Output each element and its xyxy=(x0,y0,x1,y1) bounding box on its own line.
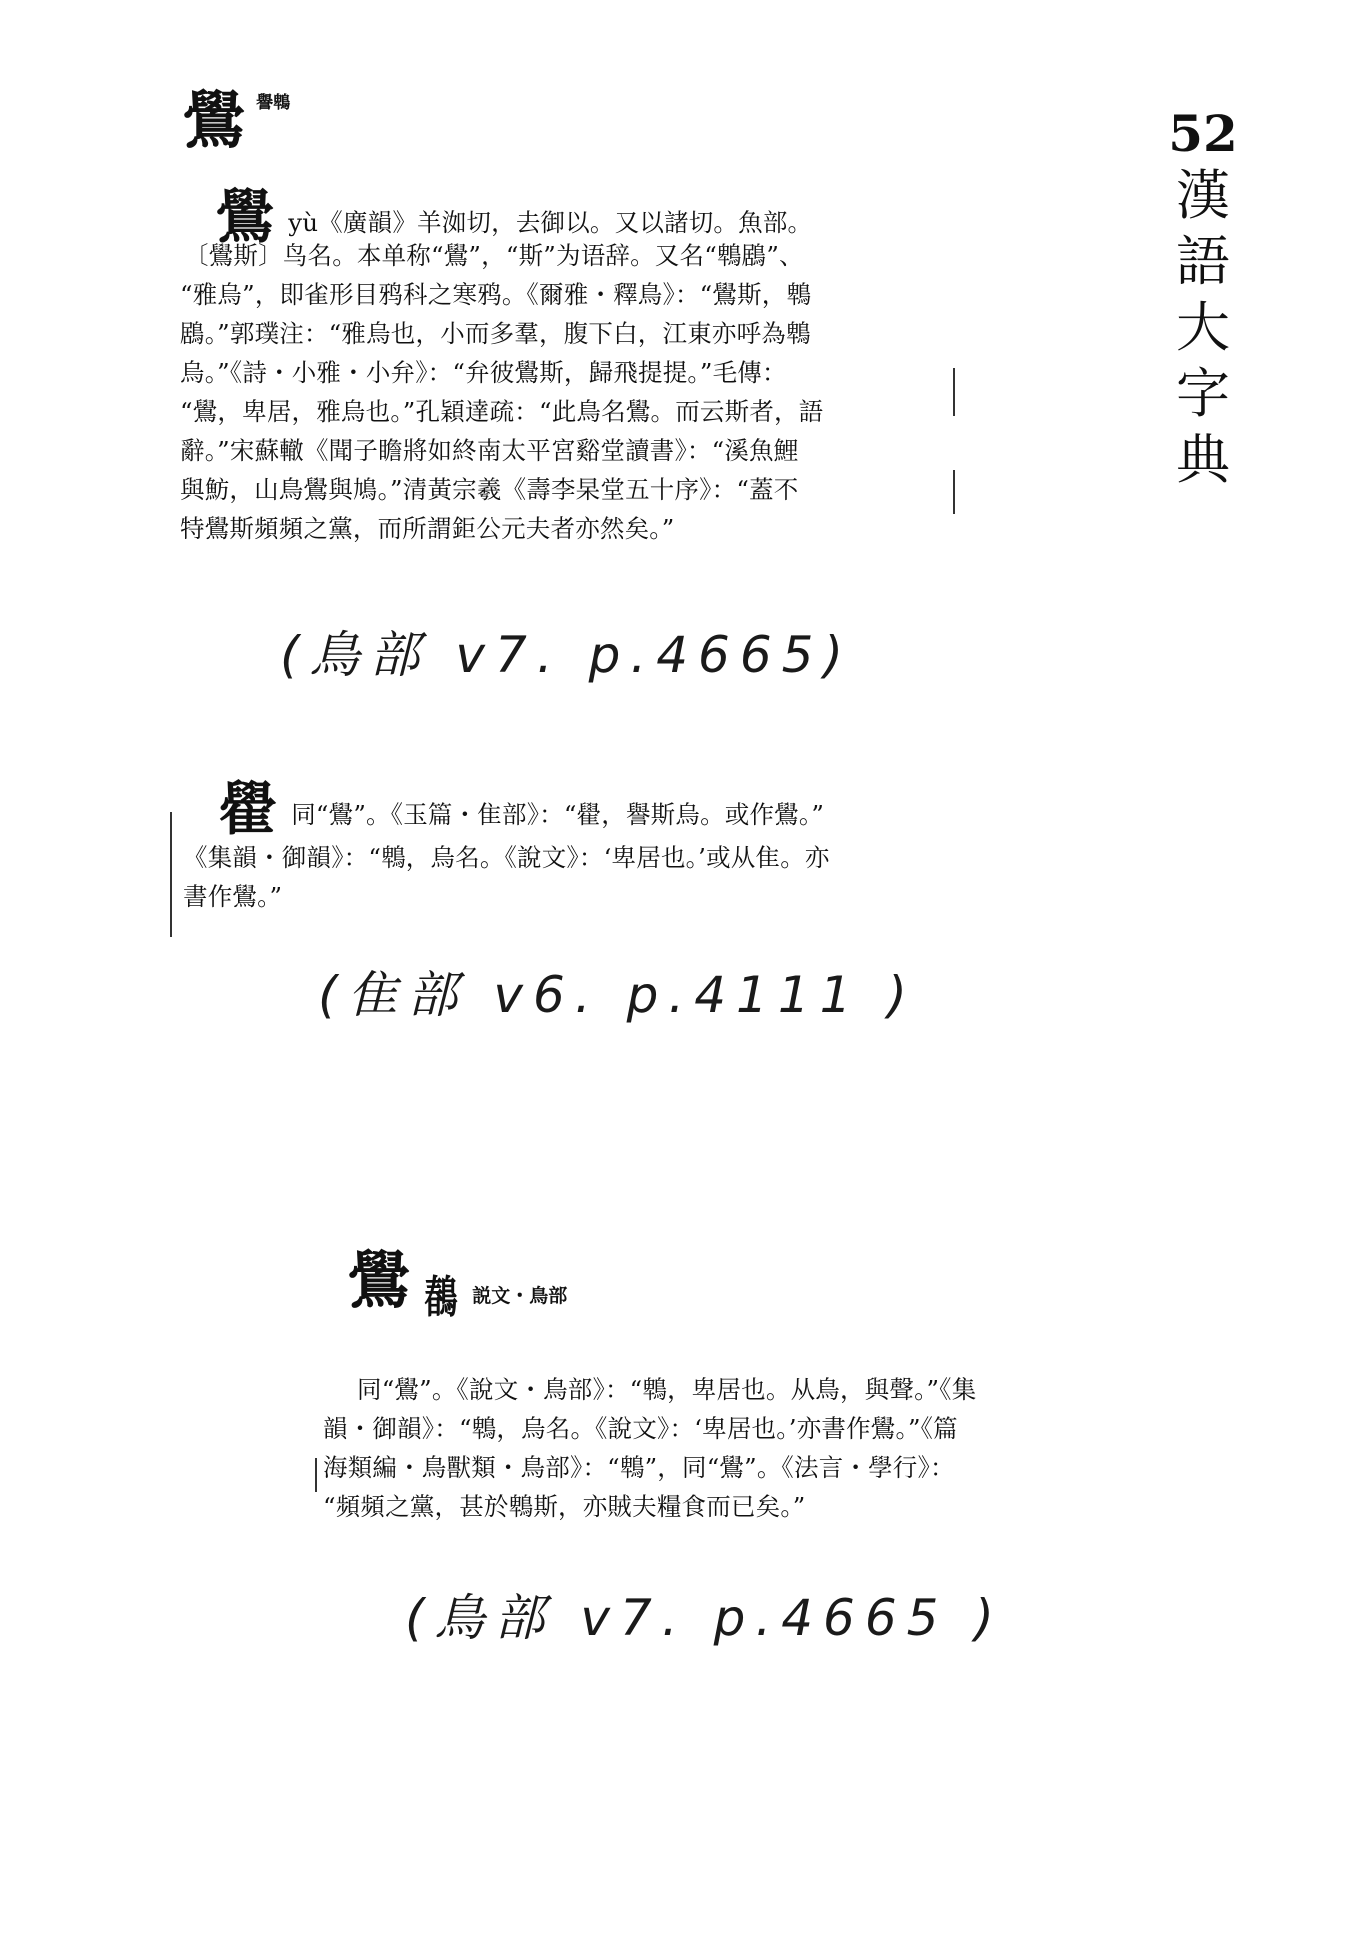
entry1-variant-chars: 譽鵯 xyxy=(256,93,291,113)
entry3-heading xyxy=(348,1244,568,1325)
entry2-main-char: 雤 xyxy=(219,775,278,843)
entry1-handwritten-note: (鳥部 v7. p.4665) xyxy=(280,626,853,684)
title-char: 字 xyxy=(1176,362,1230,425)
entry1-line: 與魴，山鳥鷽與鳩。”清黃宗羲《壽李杲堂五十序》：“蓋不 xyxy=(180,475,799,504)
title-char: 大 xyxy=(1176,296,1230,359)
entry1-body xyxy=(180,183,824,548)
entry3-line: “頻頻之黨，甚於鵯斯，亦賊夫糧食而已矣。” xyxy=(323,1492,806,1521)
title-char: 典 xyxy=(1176,428,1230,491)
entry2-handwritten-note: (隹部 v6. p.4111 ) xyxy=(318,966,917,1024)
entry2-line-text: 同“鷽”。《玉篇・隹部》：“雤，譽斯烏。或作鷽。” xyxy=(291,800,825,829)
entry1-line: 烏。”《詩・小雅・小弁》：“弁彼鷽斯，歸飛提提。”毛傳： xyxy=(180,358,787,387)
entry2-line: 書作鷽。” xyxy=(183,882,283,911)
side-header xyxy=(1163,105,1243,493)
entry1-main-char: 鷽 xyxy=(216,183,275,251)
entry3-main-char: 鷽 xyxy=(348,1244,411,1317)
entry1-line: 鶋。”郭璞注：“雅烏也，小而多羣，腹下白，江東亦呼為鵯 xyxy=(180,319,811,348)
entry1-line: 特鷽斯頻頻之黨，而所謂鉅公元夫者亦然矣。” xyxy=(180,514,675,543)
entry3-body xyxy=(323,1370,976,1526)
title-char: 語 xyxy=(1176,230,1230,293)
entry3-line: 韻・御韻》：“鵯，烏名。《說文》：‘卑居也。’亦書作鷽。”《篇 xyxy=(323,1414,958,1443)
entry2-line xyxy=(183,775,830,843)
entry2-line: 《集韻・御韻》：“鵯，烏名。《說文》：‘卑居也。’或从隹。亦 xyxy=(183,843,830,872)
entry1-line: 辭。”宋蘇轍《聞子瞻將如終南太平宮谿堂讀書》：“溪魚鯉 xyxy=(180,436,799,465)
margin-mark xyxy=(953,470,955,514)
entry3-seal-script: 𪂹 xyxy=(424,1272,458,1323)
entry1-line-text: yù《廣韻》羊洳切，去御以。又以諸切。魚部。 xyxy=(288,208,813,237)
entry1-line: “鷽，卑居，雅烏也。”孔穎達疏：“此鳥名鷽。而云斯者，語 xyxy=(180,397,824,426)
title-char: 漢 xyxy=(1176,164,1230,227)
margin-mark xyxy=(170,812,172,937)
page-number: 52 xyxy=(1168,104,1238,163)
entry3-handwritten-note: (鳥部 v7. p.4665 ) xyxy=(405,1589,1004,1647)
entry1-top-heading xyxy=(183,84,291,157)
margin-mark xyxy=(315,1458,317,1492)
entry1-top-char: 鷽 xyxy=(183,84,246,157)
entry3-line: 同“鷽”。《說文・鳥部》：“鵯，卑居也。从鳥，與聲。”《集 xyxy=(357,1375,977,1404)
entry3-line: 海類編・鳥獸類・鳥部》：“鵯”，同“鷽”。《法言・學行》： xyxy=(323,1453,955,1482)
entry1-line: “雅烏”，即雀形目鸦科之寒鸦。《爾雅・釋鳥》：“鷽斯，鵯 xyxy=(180,280,812,309)
entry3-source-caption: 説文・鳥部 xyxy=(472,1285,568,1307)
margin-mark xyxy=(953,368,955,416)
entry1-line: 〔鷽斯〕鸟名。本单称“鷽”，“斯”为语辞。又名“鵯鶋”、 xyxy=(184,241,804,270)
entry1-line xyxy=(180,183,823,251)
entry2-body xyxy=(183,775,830,916)
